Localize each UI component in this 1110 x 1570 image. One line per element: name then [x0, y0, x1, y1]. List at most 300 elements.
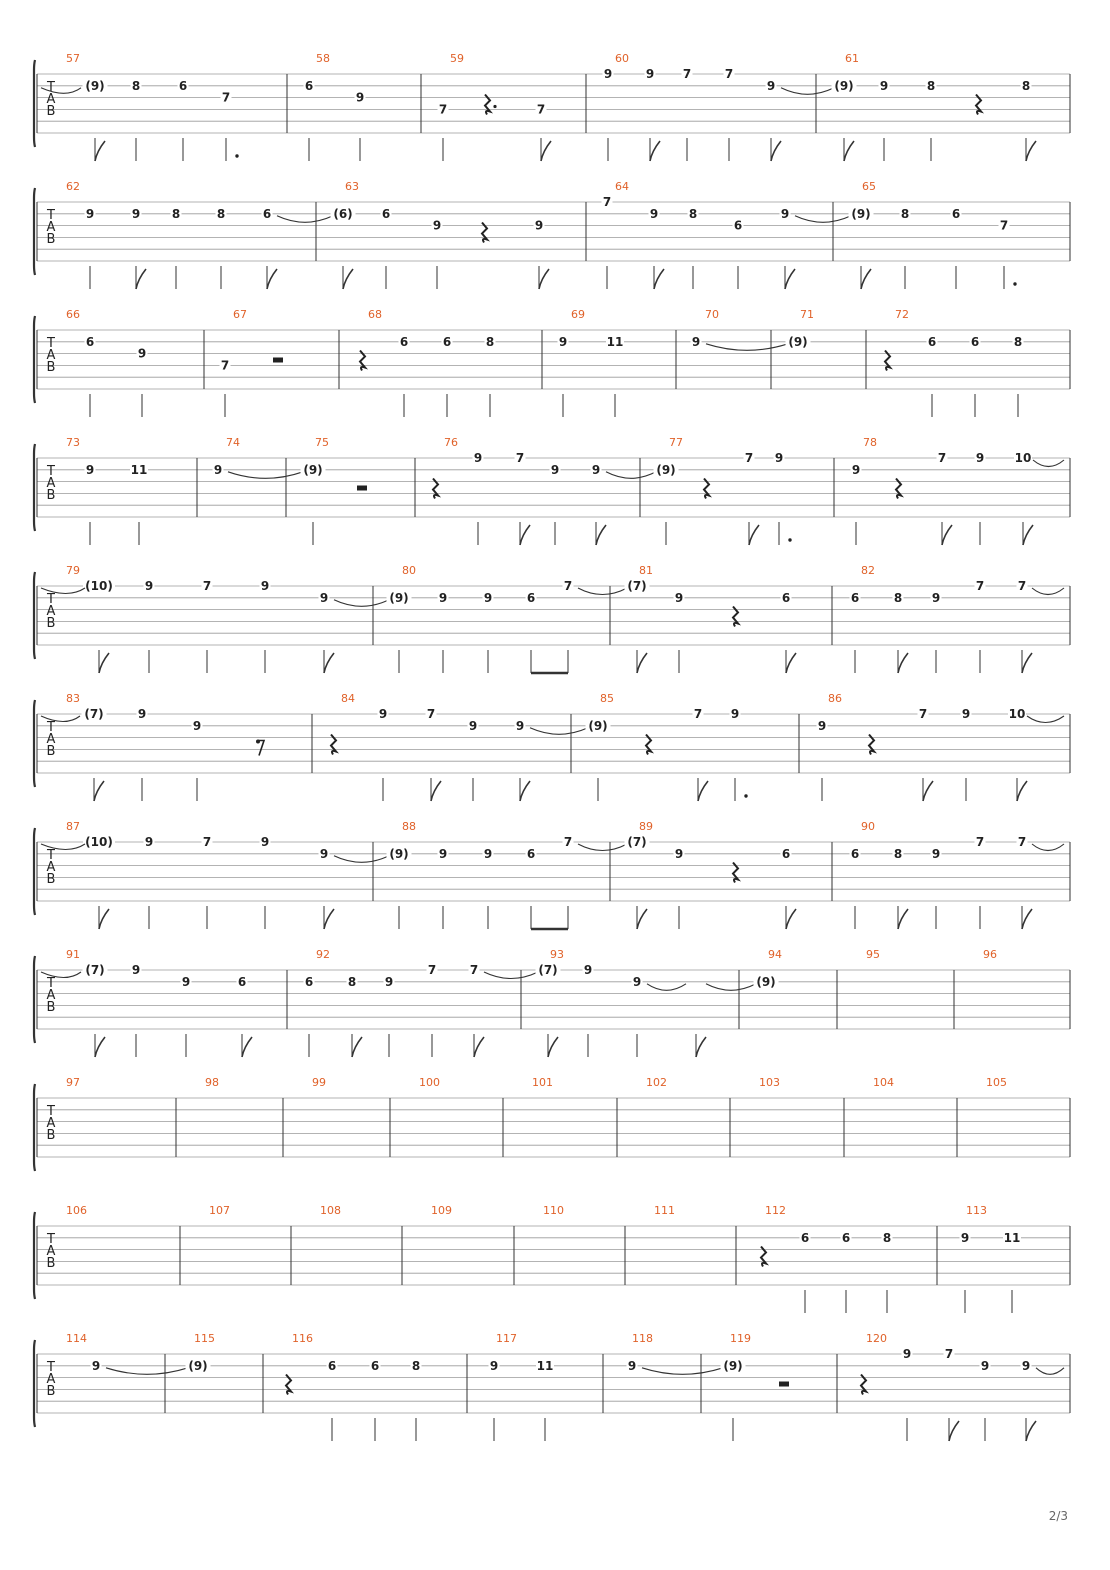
fret-number: 7 — [202, 835, 212, 849]
measure-number: 92 — [316, 948, 330, 961]
eighth-flag — [136, 269, 146, 289]
tab-clef-letter: B — [46, 1384, 56, 1399]
measure-number: 115 — [194, 1332, 215, 1345]
fret-number: 11 — [606, 334, 624, 349]
fret-number: (9) — [756, 974, 776, 989]
fret-number: 9 — [438, 846, 448, 861]
tie — [1033, 460, 1064, 467]
tab-clef-letter: B — [46, 104, 56, 119]
measure-number: 61 — [845, 52, 859, 65]
measure-number: 104 — [873, 1076, 894, 1089]
measure-number: 59 — [450, 52, 464, 65]
fret-number: 9 — [583, 963, 593, 977]
fret-number: (9) — [788, 334, 808, 349]
fret-number: 6 — [526, 590, 536, 605]
eighth-flag — [923, 781, 933, 801]
tie — [706, 984, 756, 991]
fret-number: 7 — [975, 835, 985, 849]
tab-clef-letter: B — [46, 232, 56, 247]
eighth-flag — [1017, 781, 1027, 801]
fret-number: 7 — [693, 707, 703, 721]
tab-clef-letter: T — [47, 1104, 55, 1119]
measure — [851, 436, 1065, 545]
measure-number: 97 — [66, 1076, 80, 1089]
eighth-flag — [637, 653, 647, 673]
fret-number: 9 — [483, 590, 493, 605]
measure-number: 79 — [66, 564, 80, 577]
measure — [850, 820, 1065, 929]
measure — [41, 820, 389, 929]
fret-number: 9 — [483, 846, 493, 861]
fret-number: 9 — [603, 67, 613, 81]
fret-number: 9 — [674, 590, 684, 605]
measure-number: 98 — [205, 1076, 219, 1089]
measure-number: 120 — [866, 1332, 887, 1345]
dot — [235, 154, 238, 157]
measure-number: 94 — [768, 948, 782, 961]
tie — [578, 844, 627, 851]
measure-number: 83 — [66, 692, 80, 705]
fret-number: 7 — [937, 451, 947, 465]
fret-number: (9) — [389, 590, 409, 605]
fret-number: 7 — [944, 1347, 954, 1361]
measure-number: 101 — [532, 1076, 553, 1089]
fret-number: 6 — [850, 846, 860, 861]
tab-clef-letter: B — [46, 1128, 56, 1143]
tab-clef-letter: B — [46, 1000, 56, 1015]
measure — [543, 1204, 564, 1217]
tab-system — [34, 948, 1070, 1057]
measure — [360, 308, 496, 417]
eighth-flag — [95, 1037, 105, 1057]
tie — [334, 856, 389, 863]
dot — [744, 794, 747, 797]
fret-number: 9 — [931, 846, 941, 861]
eighth-flag — [637, 909, 647, 929]
measure — [602, 180, 852, 289]
eighth-flag — [596, 525, 606, 545]
measure — [960, 1204, 1022, 1313]
system-bracket — [34, 828, 35, 915]
tab-clef-letter: T — [47, 720, 55, 735]
fret-number: 9 — [931, 590, 941, 605]
fret-number: 9 — [137, 346, 147, 361]
fret-number: (7) — [538, 963, 558, 977]
measure — [304, 52, 366, 161]
eighth-flag — [844, 141, 854, 161]
fret-number: 8 — [926, 78, 936, 93]
fret-number: 8 — [411, 1358, 421, 1373]
system-bracket — [34, 1340, 35, 1427]
measure-number: 66 — [66, 308, 80, 321]
fret-number: 8 — [893, 846, 903, 861]
fret-number: 6 — [781, 590, 791, 605]
measure — [861, 1332, 1064, 1441]
eighth-flag — [541, 141, 551, 161]
measure — [558, 308, 625, 417]
tie — [795, 216, 851, 223]
half-rest — [357, 486, 367, 491]
fret-number: 6 — [526, 846, 536, 861]
fret-number: 9 — [384, 974, 394, 989]
fret-number: 8 — [216, 206, 226, 221]
fret-number: 6 — [841, 1230, 851, 1245]
fret-number: 9 — [144, 835, 154, 849]
eighth-flag — [785, 269, 795, 289]
measure — [536, 948, 757, 1057]
fret-number: 9 — [645, 67, 655, 81]
measure — [754, 948, 783, 989]
tie — [1032, 844, 1064, 851]
fret-number: 9 — [260, 835, 270, 849]
measure-number: 107 — [209, 1204, 230, 1217]
fret-number: 7 — [426, 707, 436, 721]
eighth-flag — [654, 269, 664, 289]
fret-number: 9 — [879, 78, 889, 93]
fret-number: 9 — [432, 218, 442, 233]
fret-number: 8 — [131, 78, 141, 93]
measure — [866, 948, 880, 961]
measure-number: 81 — [639, 564, 653, 577]
measure-number: 114 — [66, 1332, 87, 1345]
tie — [1032, 588, 1064, 595]
fret-number: 9 — [260, 579, 270, 593]
measure-number: 110 — [543, 1204, 564, 1217]
measure-number: 73 — [66, 436, 80, 449]
fret-number: 6 — [970, 334, 980, 349]
fret-number: (9) — [851, 206, 871, 221]
measure-number: 74 — [226, 436, 240, 449]
fret-number: 6 — [327, 1358, 337, 1373]
fret-number: (7) — [84, 707, 104, 721]
fret-number: 6 — [85, 334, 95, 349]
fret-number: 9 — [473, 451, 483, 465]
tab-clef-letter: B — [46, 488, 56, 503]
fret-number: (9) — [85, 78, 105, 93]
tab-clef-letter: T — [47, 592, 55, 607]
eighth-flag — [786, 909, 796, 929]
fret-number: 6 — [781, 846, 791, 861]
measure — [532, 1076, 553, 1089]
eighth-flag — [431, 781, 441, 801]
measure-number: 71 — [800, 308, 814, 321]
fret-number: 7 — [563, 579, 573, 593]
fret-number: 6 — [237, 974, 247, 989]
measure — [627, 1332, 724, 1374]
fret-number: 9 — [774, 451, 784, 465]
measure-number: 68 — [368, 308, 382, 321]
fret-number: (6) — [333, 206, 353, 221]
measure — [66, 180, 333, 289]
fret-number: 9 — [355, 90, 365, 105]
fret-number: 7 — [918, 707, 928, 721]
tab-system — [34, 1332, 1070, 1441]
measure-number: 90 — [861, 820, 875, 833]
system-bracket — [34, 188, 35, 275]
tab-clef-letter: T — [47, 976, 55, 991]
measure-number: 111 — [654, 1204, 675, 1217]
measure — [419, 1076, 440, 1089]
measure — [433, 436, 656, 545]
fret-number: 11 — [1003, 1230, 1021, 1245]
eighth-flag — [267, 269, 277, 289]
measure — [646, 1076, 667, 1089]
fret-number: 7 — [682, 67, 692, 81]
tab-system — [34, 180, 1070, 289]
measure-number: 117 — [496, 1332, 517, 1345]
measure-number: 67 — [233, 308, 247, 321]
measure — [286, 1332, 422, 1441]
eighth-flag — [771, 141, 781, 161]
fret-number: 9 — [975, 451, 985, 465]
measure-number: 60 — [615, 52, 629, 65]
tie — [647, 984, 686, 991]
measure — [320, 1204, 341, 1217]
tab-clef-letter: T — [47, 1232, 55, 1247]
measure-number: 69 — [571, 308, 585, 321]
fret-number: 9 — [181, 974, 191, 989]
measure — [66, 1332, 188, 1374]
measure — [41, 564, 389, 673]
fret-number: 9 — [649, 206, 659, 221]
system-bracket — [34, 444, 35, 531]
tab-system — [34, 1204, 1070, 1313]
fret-number: 9 — [192, 718, 202, 733]
tab-clef-letter: T — [47, 208, 55, 223]
measure — [654, 1204, 675, 1217]
measure-number: 58 — [316, 52, 330, 65]
fret-number: 6 — [927, 334, 937, 349]
measure — [304, 948, 539, 1057]
fret-number: 6 — [733, 218, 743, 233]
measure — [331, 180, 550, 289]
measure-number: 93 — [550, 948, 564, 961]
eighth-flag — [474, 1037, 484, 1057]
tie — [277, 216, 333, 223]
measure — [721, 1332, 790, 1441]
measure — [983, 948, 997, 961]
eighth-flag — [1022, 909, 1032, 929]
fret-number: 9 — [817, 718, 827, 733]
measure-number: 86 — [828, 692, 842, 705]
eighth-flag — [548, 1037, 558, 1057]
fret-number: 7 — [563, 835, 573, 849]
measure-number: 57 — [66, 52, 80, 65]
fret-number: 9 — [851, 462, 861, 477]
fret-number: 6 — [304, 78, 314, 93]
tab-clef-letter: A — [46, 860, 56, 875]
fret-number: 6 — [381, 206, 391, 221]
measure — [205, 1076, 219, 1089]
measure — [849, 180, 1017, 289]
fret-number: 9 — [378, 707, 388, 721]
fret-number: 7 — [1017, 835, 1027, 849]
fret-number: 8 — [171, 206, 181, 221]
tab-clef-letter: A — [46, 988, 56, 1003]
fret-number: 6 — [370, 1358, 380, 1373]
fret-number: 9 — [213, 462, 223, 477]
fret-number: 9 — [691, 334, 701, 349]
fret-number: 9 — [960, 1230, 970, 1245]
tie — [228, 472, 303, 479]
eighth-flag — [520, 525, 530, 545]
fret-number: 9 — [591, 462, 601, 477]
fret-number: 6 — [304, 974, 314, 989]
measure-number: 85 — [600, 692, 614, 705]
measure-number: 100 — [419, 1076, 440, 1089]
fret-number: 9 — [550, 462, 560, 477]
measure — [41, 692, 264, 801]
measure-number: 76 — [444, 436, 458, 449]
measure — [431, 1204, 452, 1217]
measure-number: 109 — [431, 1204, 452, 1217]
fret-number: 7 — [744, 451, 754, 465]
tie — [106, 1368, 188, 1375]
fret-number: 9 — [961, 707, 971, 721]
measure — [489, 1332, 555, 1441]
fret-number: (7) — [627, 835, 647, 849]
fret-number: 9 — [489, 1358, 499, 1373]
measure-number: 103 — [759, 1076, 780, 1089]
tab-clef-letter: B — [46, 616, 56, 631]
tab-clef-letter: A — [46, 1244, 56, 1259]
tab-system — [34, 1076, 1070, 1171]
measure — [832, 52, 1037, 161]
tab-system — [34, 820, 1070, 929]
tab-system — [34, 436, 1070, 545]
dot — [788, 538, 791, 541]
fret-number: 9 — [85, 462, 95, 477]
fret-number: 7 — [975, 579, 985, 593]
tab-system — [34, 52, 1070, 161]
measure-number: 102 — [646, 1076, 667, 1089]
dot — [493, 105, 496, 108]
eighth-flag — [942, 525, 952, 545]
eighth-flag — [650, 141, 660, 161]
page-indicator: 2/3 — [1048, 1509, 1068, 1523]
fret-number: 7 — [602, 195, 612, 209]
fret-number: 9 — [319, 846, 329, 861]
eighth-flag — [242, 1037, 252, 1057]
measure-number: 96 — [983, 948, 997, 961]
fret-number: 9 — [730, 707, 740, 721]
measure-number: 80 — [402, 564, 416, 577]
measure-number: 95 — [866, 948, 880, 961]
fret-number: (9) — [656, 462, 676, 477]
fret-number: 7 — [515, 451, 525, 465]
tab-system — [34, 692, 1070, 801]
eighth-flag — [343, 269, 353, 289]
measure — [66, 1204, 87, 1217]
fret-number: 9 — [627, 1358, 637, 1373]
eighth-flag — [898, 909, 908, 929]
measure-number: 62 — [66, 180, 80, 193]
fret-number: 9 — [766, 78, 776, 93]
measure-number: 113 — [966, 1204, 987, 1217]
half-rest — [273, 358, 283, 363]
tie — [578, 588, 627, 595]
eighth-flag — [1023, 525, 1033, 545]
system-bracket — [34, 316, 35, 403]
eighth-flag — [861, 269, 871, 289]
fret-number: 8 — [1021, 78, 1031, 93]
fret-number: 9 — [1021, 1358, 1031, 1373]
measure — [885, 308, 1024, 417]
measure-number: 89 — [639, 820, 653, 833]
measure — [691, 308, 789, 350]
tab-clef-letter: A — [46, 604, 56, 619]
tab-clef-letter: A — [46, 1116, 56, 1131]
measure-number: 105 — [986, 1076, 1007, 1089]
fret-number: 9 — [468, 718, 478, 733]
fret-number: 9 — [780, 206, 790, 221]
eighth-flag — [1026, 141, 1036, 161]
eighth-flag — [1026, 1421, 1036, 1441]
measure — [387, 564, 628, 673]
fret-number: 6 — [850, 590, 860, 605]
measure-number: 77 — [669, 436, 683, 449]
measure-number: 112 — [765, 1204, 786, 1217]
measure-number: 87 — [66, 820, 80, 833]
eighth-flag — [949, 1421, 959, 1441]
measure-number: 70 — [705, 308, 719, 321]
tie — [1027, 716, 1064, 723]
measure — [786, 308, 815, 349]
measure-number: 99 — [312, 1076, 326, 1089]
measure-number: 108 — [320, 1204, 341, 1217]
fret-number: (7) — [85, 963, 105, 977]
measure — [331, 692, 588, 801]
tie — [530, 728, 588, 735]
measure — [654, 436, 792, 545]
measure — [41, 948, 252, 1057]
eighth-flag — [749, 525, 759, 545]
eighth-flag — [539, 269, 549, 289]
fret-number: (9) — [723, 1358, 743, 1373]
fret-number: (10) — [85, 579, 113, 593]
fret-number: 9 — [632, 974, 642, 989]
tab-clef-letter: T — [47, 848, 55, 863]
measure — [586, 692, 748, 801]
eighth-flag — [1022, 653, 1032, 673]
fret-number: 7 — [536, 102, 546, 117]
measure — [850, 564, 1065, 673]
half-rest — [779, 1382, 789, 1387]
measure-number: 82 — [861, 564, 875, 577]
measure — [438, 52, 552, 161]
tie — [334, 600, 389, 607]
fret-number: 8 — [347, 974, 357, 989]
fret-number: 9 — [319, 590, 329, 605]
eighth-flag — [94, 781, 104, 801]
fret-number: 8 — [485, 334, 495, 349]
dot — [1013, 282, 1016, 285]
tab-clef-letter: A — [46, 732, 56, 747]
measure-number: 116 — [292, 1332, 313, 1345]
tab-clef-letter: B — [46, 872, 56, 887]
fret-number: 11 — [130, 462, 148, 477]
measure — [213, 436, 304, 478]
eighth-flag — [898, 653, 908, 673]
tie — [642, 1368, 723, 1375]
eighth-flag — [95, 141, 105, 161]
eighth-flag — [696, 1037, 706, 1057]
system-bracket — [34, 956, 35, 1043]
tab-clef-letter: T — [47, 464, 55, 479]
system-bracket — [34, 1212, 35, 1299]
fret-number: 6 — [442, 334, 452, 349]
eighth-flag — [352, 1037, 362, 1057]
